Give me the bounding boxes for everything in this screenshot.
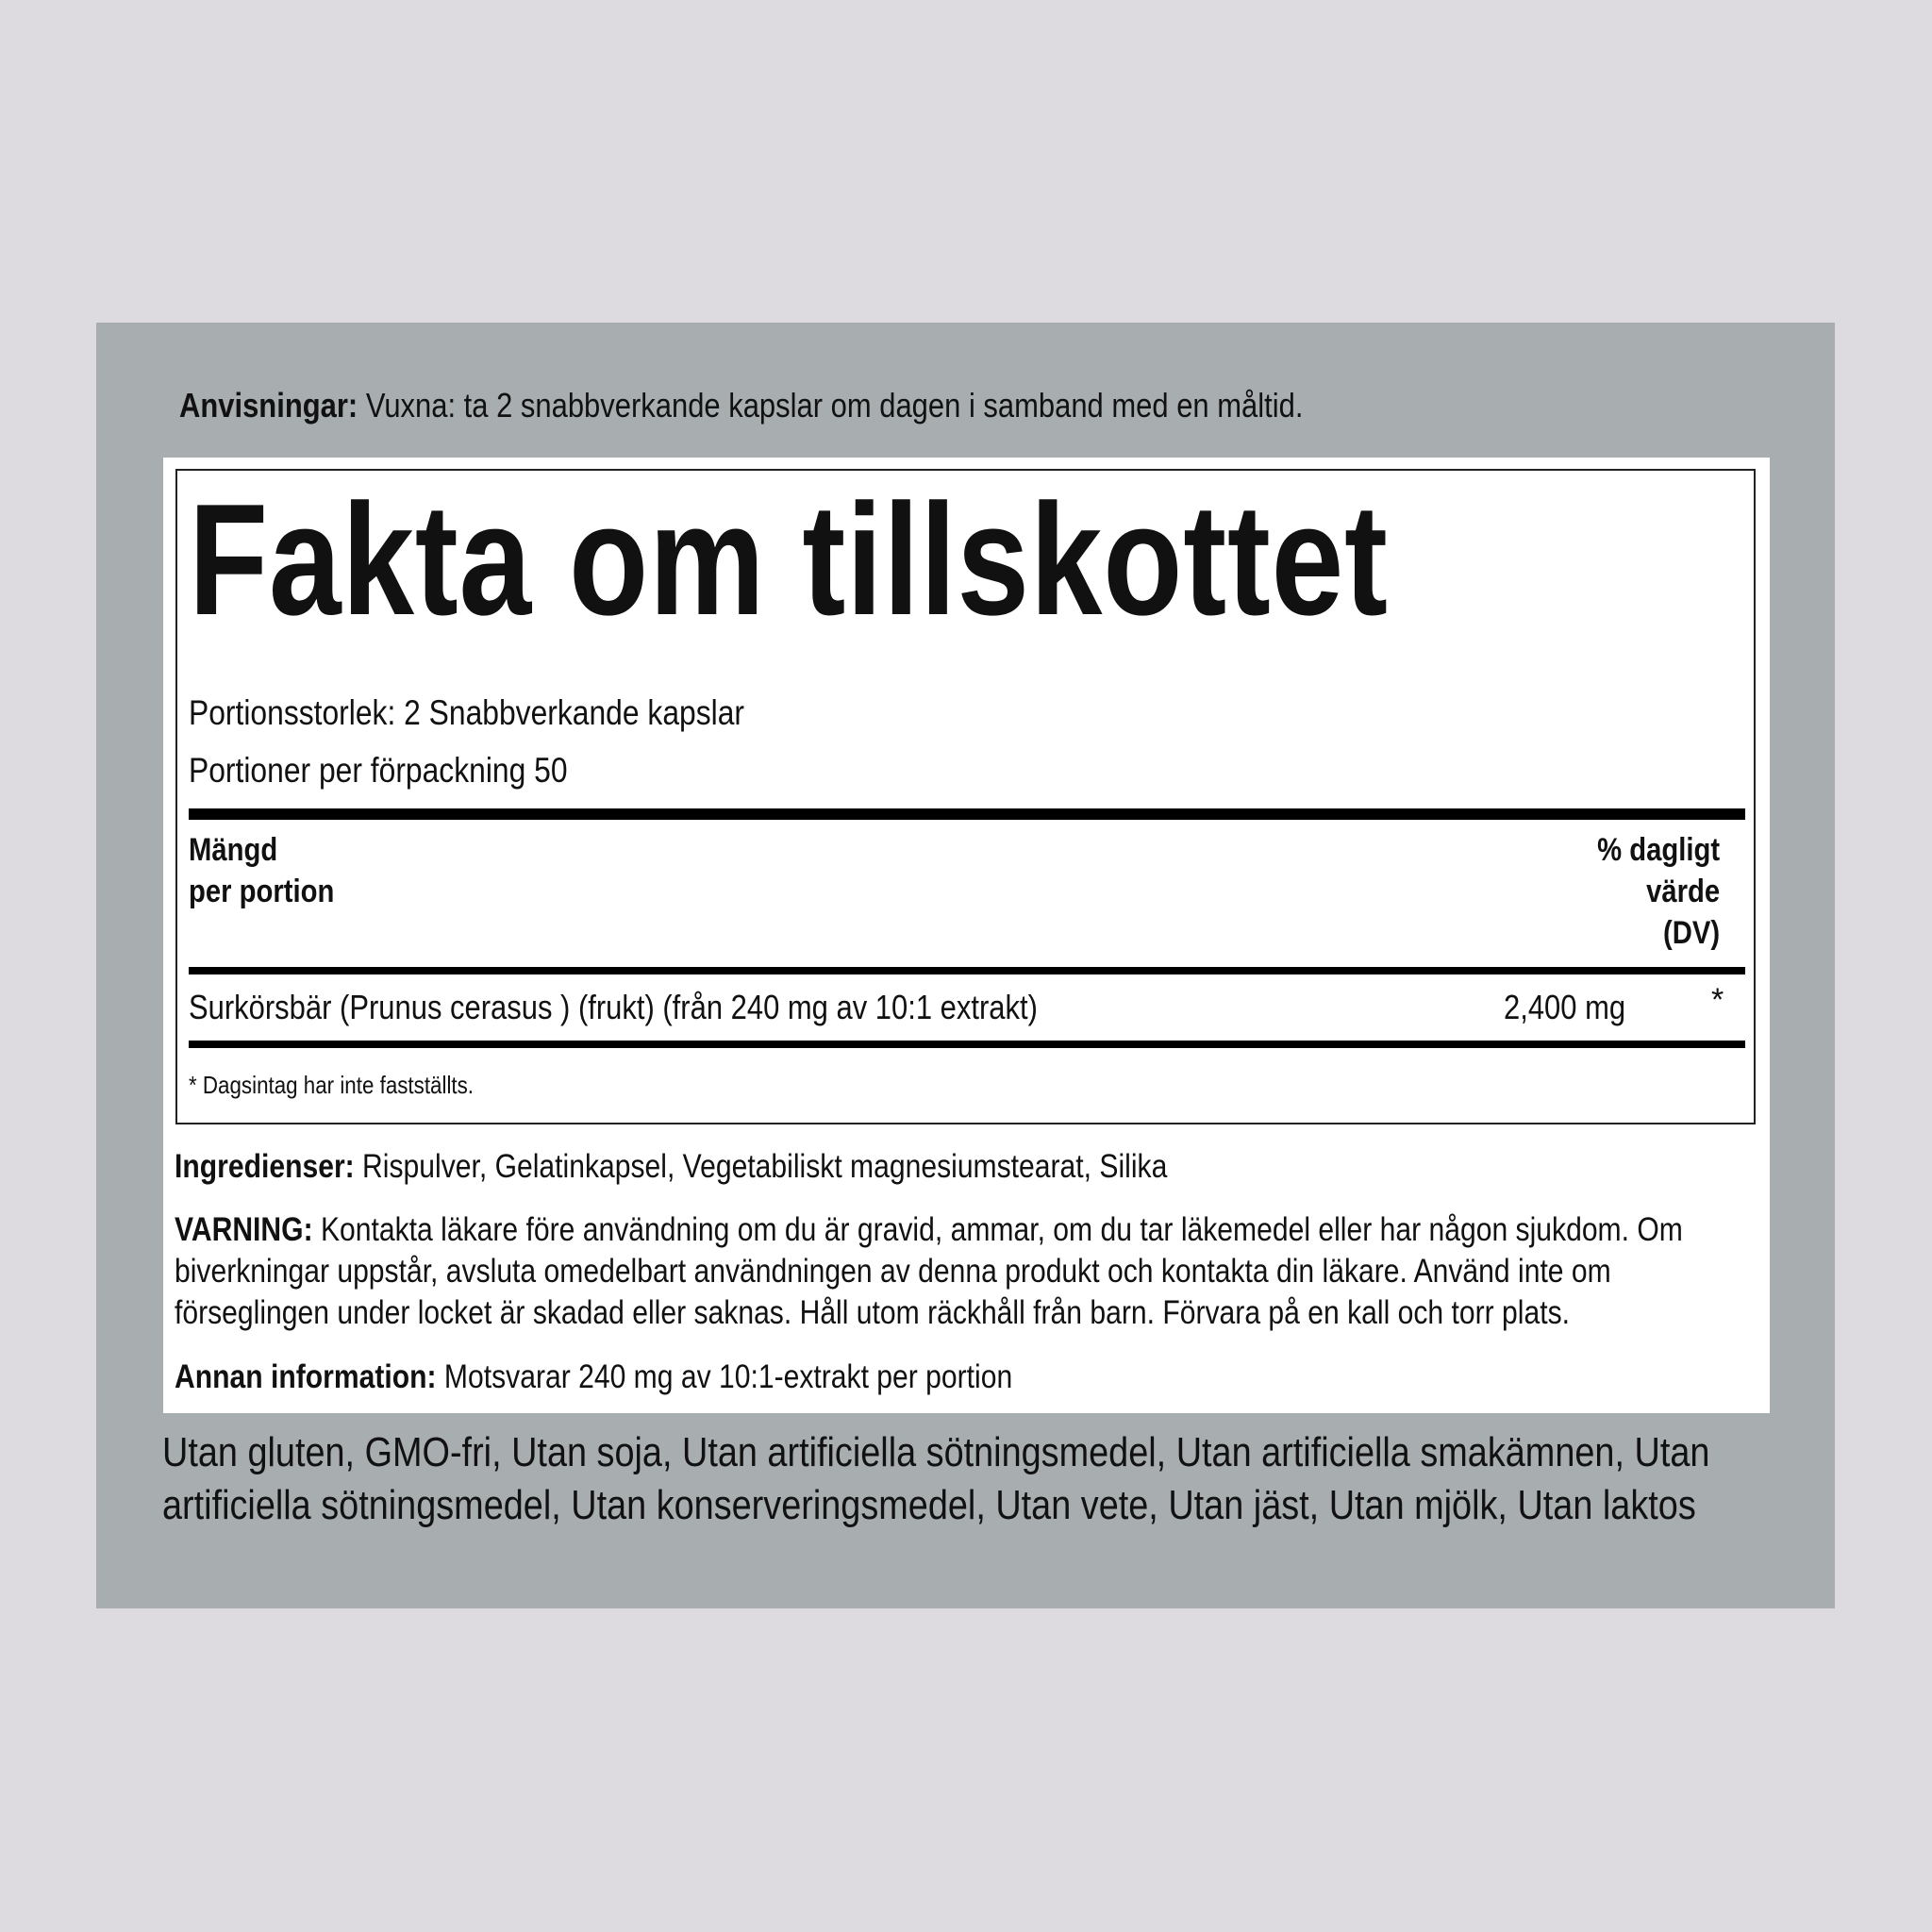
dv-header-line1: % dagligt bbox=[1597, 832, 1720, 868]
medium-divider bbox=[189, 967, 1745, 974]
other-info-text: Motsvarar 240 mg av 10:1-extrakt per portion bbox=[436, 1358, 1013, 1395]
ingredients-line bbox=[175, 1146, 1748, 1188]
directions-line bbox=[179, 385, 1303, 425]
ingredients-label: Ingredienser: bbox=[175, 1148, 355, 1185]
other-info-line bbox=[175, 1357, 1748, 1398]
label-card bbox=[163, 458, 1770, 1413]
warning-paragraph bbox=[175, 1209, 1748, 1334]
directions-label: Anvisningar: bbox=[179, 386, 358, 425]
dv-header-line2: värde bbox=[1645, 874, 1720, 909]
supplement-facts-box bbox=[175, 469, 1756, 1124]
bottom-divider bbox=[189, 1041, 1745, 1048]
facts-title: Fakta om tillskottet bbox=[189, 471, 1389, 648]
amount-header-line2: per portion bbox=[189, 874, 335, 909]
other-info-label: Annan information: bbox=[175, 1358, 437, 1395]
ingredient-amount: 2,400 mg bbox=[1504, 988, 1626, 1026]
warning-text: Kontakta läkare före användning om du är gravid, ammar, om du tar läkemedel eller har någon sjukdom. Om biverkningar uppstår, avsluta omedelbart användningen av denna produkt och kontakta din läkare. Använd inte om förseglingen under locket är skadad eller saknas. Håll utom räckhåll från barn. Förvara på en kall och torr plats. bbox=[175, 1211, 1683, 1331]
amount-header-line1: Mängd bbox=[189, 832, 278, 868]
free-from-list: Utan gluten, GMO-fri, Utan soja, Utan artificiella sötningsmedel, Utan artificiella smakämnen, Utan artificiella sötningsmedel, Utan konserveringsmedel, Utan vete, Utan jäst, Utan mjölk, Utan laktos bbox=[162, 1429, 1710, 1528]
dv-header-line3: (DV) bbox=[1662, 915, 1720, 951]
directions-text: Vuxna: ta 2 snabbverkande kapslar om dagen i samband med en måltid. bbox=[358, 386, 1304, 425]
thick-divider bbox=[189, 808, 1745, 820]
ingredients-text: Rispulver, Gelatinkapsel, Vegetabiliskt magnesiumstearat, Silika bbox=[354, 1148, 1168, 1185]
ingredient-name: Surkörsbär (Prunus cerasus ) (frukt) (från 240 mg av 10:1 extrakt) bbox=[189, 988, 1038, 1026]
footnote: * Dagsintag har inte fastställts. bbox=[189, 1071, 475, 1099]
amount-per-serving-header bbox=[189, 829, 334, 912]
warning-label: VARNING: bbox=[175, 1211, 313, 1248]
serving-size: Portionsstorlek: 2 Snabbverkande kapslar bbox=[189, 693, 745, 732]
daily-value-header bbox=[1597, 829, 1720, 954]
label-panel bbox=[96, 323, 1835, 1608]
servings-per-container: Portioner per förpackning 50 bbox=[189, 751, 568, 790]
ingredient-dv: * bbox=[1711, 982, 1724, 1018]
